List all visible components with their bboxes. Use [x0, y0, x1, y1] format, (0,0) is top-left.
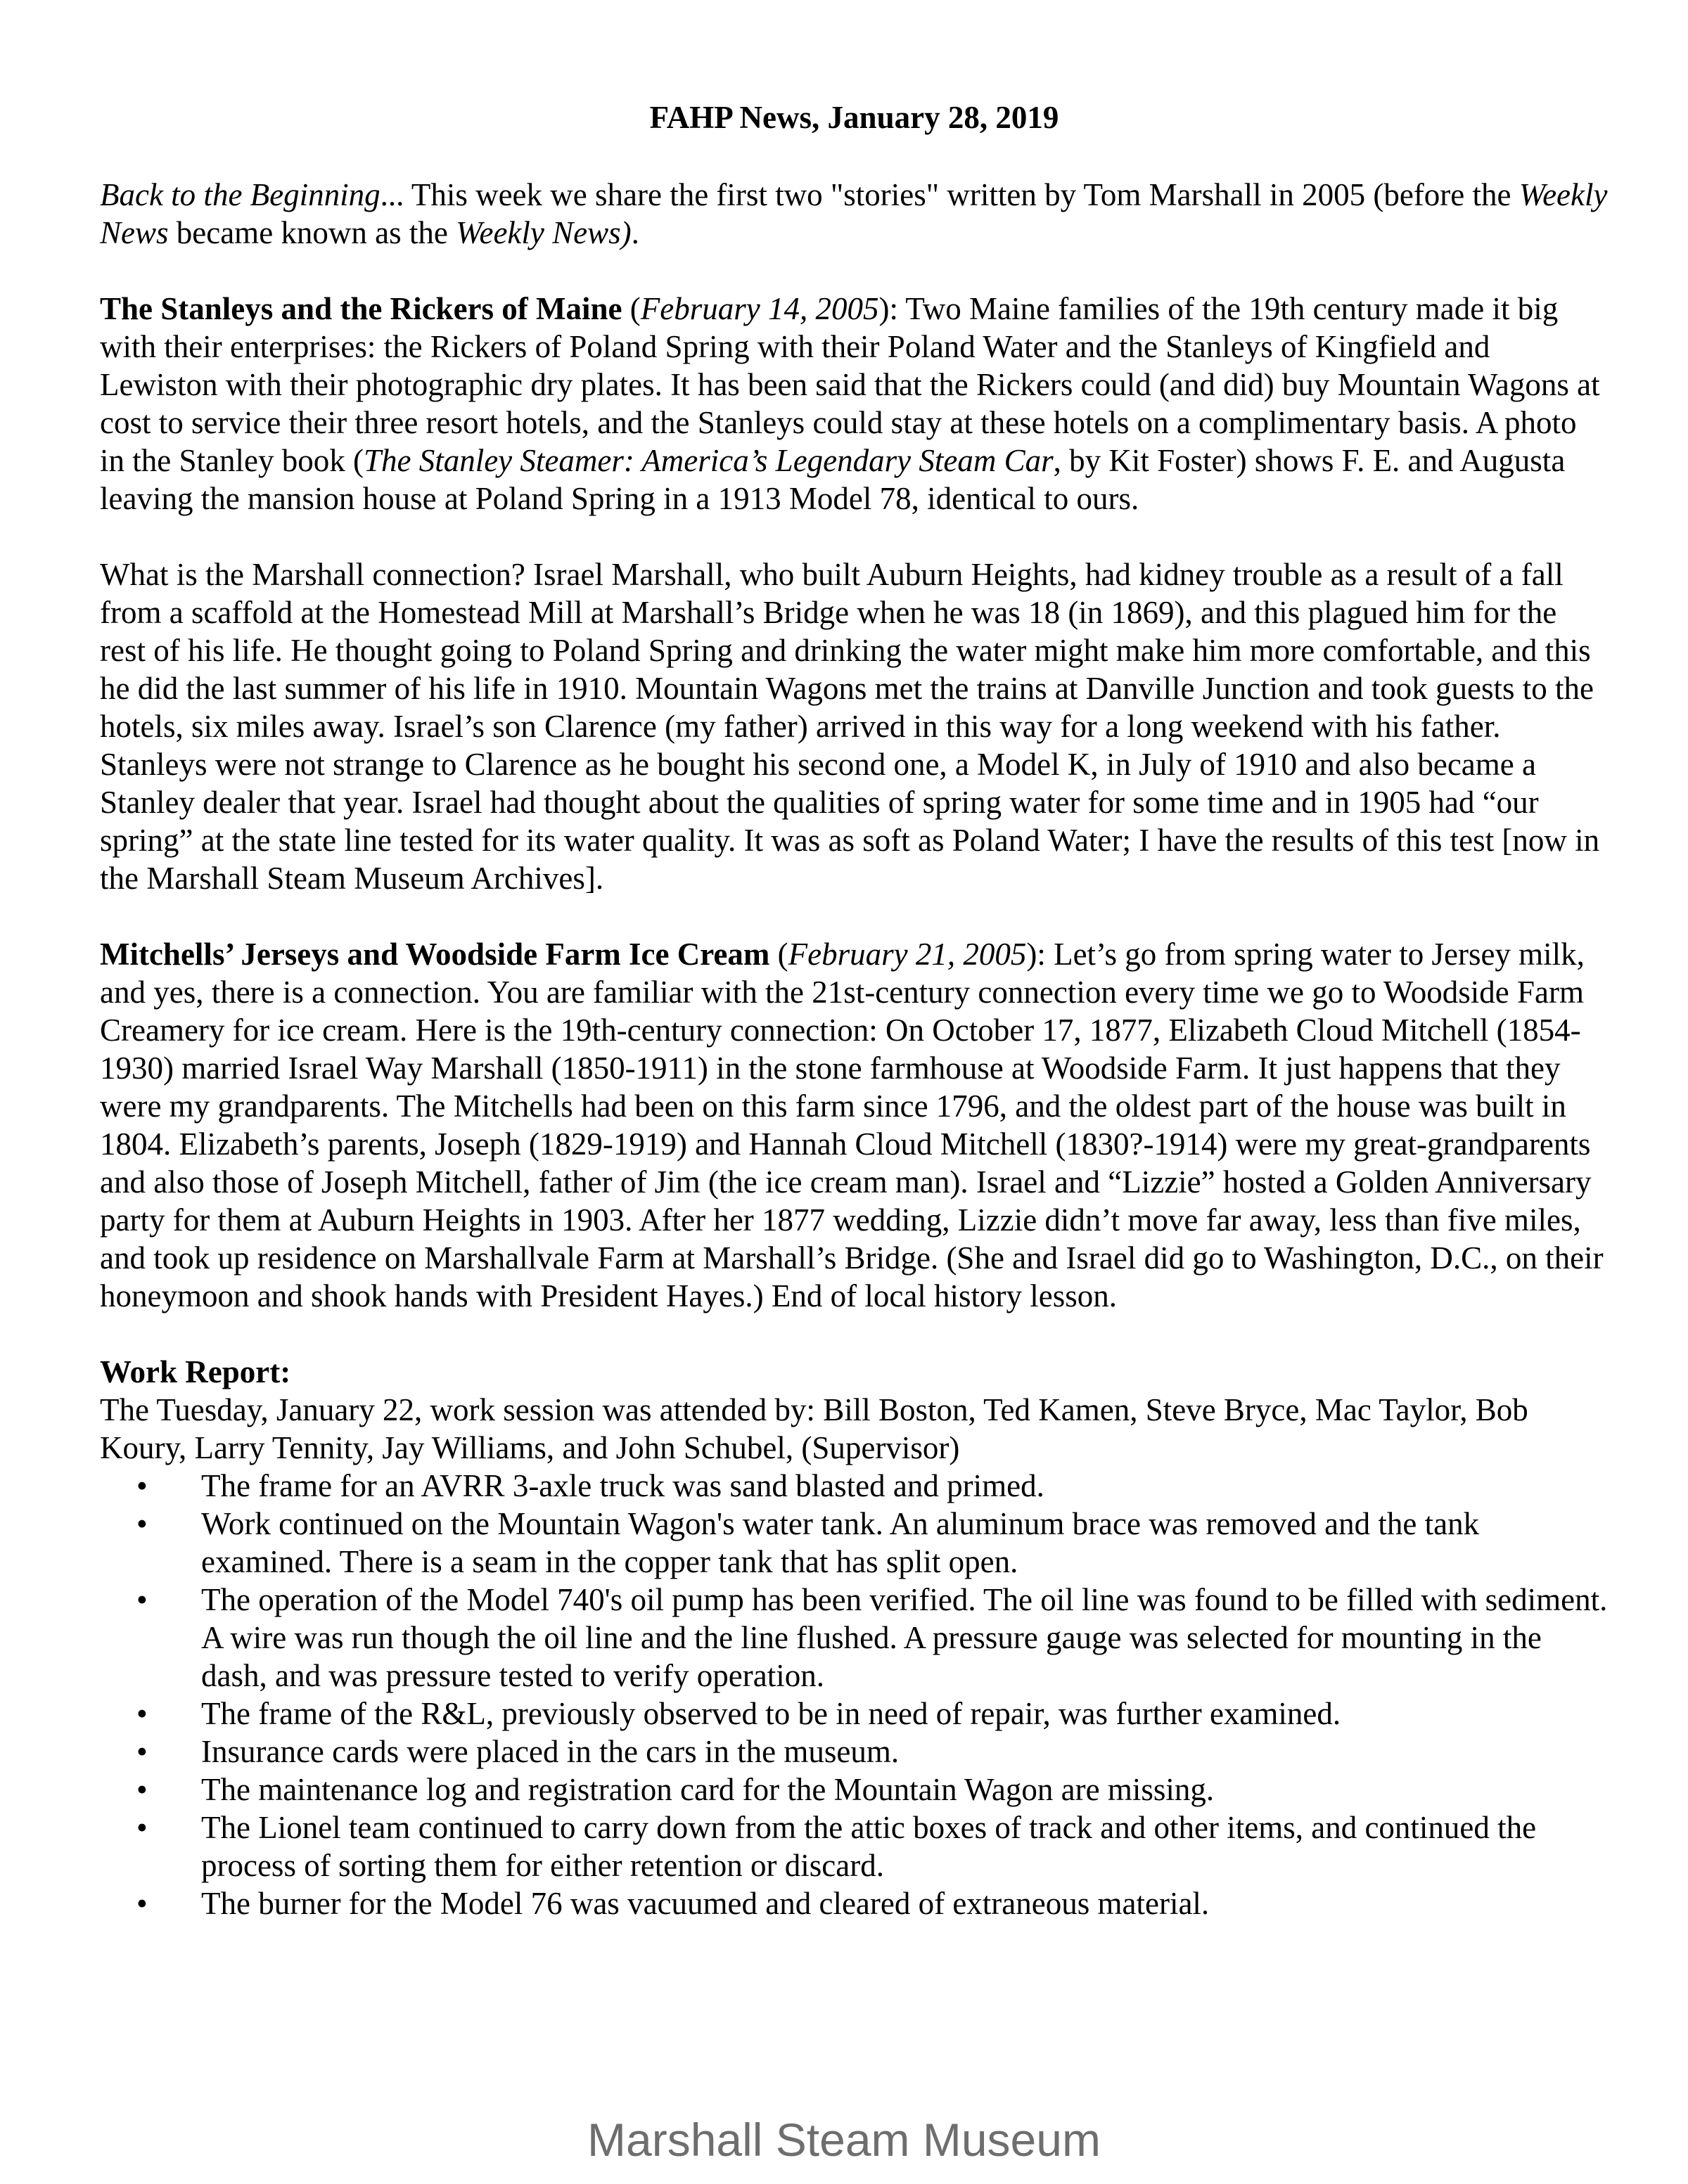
document-page — [100, 98, 1609, 1922]
list-item-text: The frame of the R&L, previously observed to be in need of repair, was further examined. — [201, 1696, 1341, 1731]
intro-italic: Back to the Beginning — [100, 177, 381, 212]
bullet-icon: • — [136, 1772, 148, 1807]
work-report-attendance: The Tuesday, January 22, work session was attended by: Bill Boston, Ted Kamen, Steve Bryce, Mac Taylor, Bob Koury, Larry Tennity, Jay Williams, and John Schubel, (Supervisor) — [100, 1392, 1528, 1465]
list-item — [136, 1733, 1609, 1771]
list-item-text: The Lionel team continued to carry down from the attic boxes of track and other items, and continued the process of sorting them for either retention or discard. — [201, 1810, 1537, 1883]
work-report-heading: Work Report: — [100, 1354, 291, 1389]
list-item — [136, 1581, 1609, 1695]
page-title: FAHP News, January 28, 2019 — [649, 100, 1059, 135]
bullet-icon: • — [136, 1734, 148, 1769]
story-text: ): Let’s go from spring water to Jersey milk, and yes, there is a connection. You are familiar with the 21st-century connection every time we go to Woodside Farm Creamery for ice cream. Here is the 19th-century connection: On October 17, 1877, Elizabeth Cloud Mitchell (1854-1930) married Israel Way Marshall (1850-1911) in the stone farmhouse at Woodside Farm. It just happens that they were my grandparents. The Mitchells had been on this farm since 1796, and the oldest part of the house was built in 1804. Elizabeth’s parents, Joseph (1829-1919) and Hannah Cloud Mitchell (1830?-1914) were my great-grandparents and also those of Joseph Mitchell, father of Jim (the ice cream man). Israel and “Lizzie” hosted a Golden Anniversary party for them at Auburn Heights in 1903. After her 1877 wedding, Lizzie didn’t move far away, less than five miles, and took up residence on Marshallvale Farm at Marshall’s Bridge. (She and Israel did go to Washington, D.C., on their honeymoon and shook hands with President Hayes.) End of local history lesson. — [100, 937, 1604, 1313]
list-item-text: The maintenance log and registration card for the Mountain Wagon are missing. — [201, 1772, 1215, 1807]
bullet-icon: • — [136, 1886, 148, 1921]
list-item — [136, 1505, 1609, 1581]
list-item — [136, 1695, 1609, 1733]
story-text: ): Two Maine families of the 19th century made it big with their enterprises: the Rickers of Poland Spring with their Poland Water and the Stanleys of Kingfield and Lewiston with their photographic dry plates. It has been said that the Rickers could (and did) buy Mountain Wagons at cost to service their three resort hotels, and the Stanleys could stay at these hotels on a complimentary basis. A photo in the Stanley book ( — [100, 291, 1600, 478]
list-item — [136, 1884, 1609, 1922]
story-date: February 21, 2005 — [788, 937, 1027, 972]
intro-text: ... This week we share the first two "stories" written by Tom Marshall in 2005 (before the — [380, 177, 1519, 212]
bullet-icon: • — [136, 1810, 148, 1845]
intro-italic: Weekly News) — [456, 215, 632, 250]
story-heading: The Stanleys and the Rickers of Maine — [100, 291, 622, 326]
story-stanleys — [100, 290, 1609, 518]
book-title: The Stanley Steamer: America’s Legendary Steam Car — [363, 443, 1054, 478]
intro-text: became known as the — [168, 215, 456, 250]
list-item-text: Insurance cards were placed in the cars in the museum. — [201, 1734, 900, 1769]
story-marshall-connection: What is the Marshall connection? Israel Marshall, who built Auburn Heights, had kidney trouble as a result of a fall from a scaffold at the Homestead Mill at Marshall’s Bridge when he was 18 (in 1869), and this plagued him for the rest of his life. He thought going to Poland Spring and drinking the water might make him more comfortable, and this he did the last summer of his life in 1910. Mountain Wagons met the trains at Danville Junction and took guests to the hotels, six miles away. Israel’s son Clarence (my father) arrived in this way for a long weekend with his father. Stanleys were not strange to Clarence as he bought his second one, a Model K, in July of 1910 and also became a Stanley dealer that year. Israel had thought about the qualities of spring water for some time and in 1905 had “our spring” at the state line tested for its water quality. It was as soft as Poland Water; I have the results of this test [now in the Marshall Steam Museum Archives]. — [100, 557, 1600, 896]
list-item-text: The frame for an AVRR 3-axle truck was sand blasted and primed. — [201, 1468, 1044, 1503]
list-item — [136, 1809, 1609, 1884]
work-report-list — [100, 1467, 1609, 1922]
story-heading: Mitchells’ Jerseys and Woodside Farm Ice Cream — [100, 937, 770, 972]
intro-italic: Weekly News — [100, 177, 1608, 250]
story-date: February 14, 2005 — [640, 291, 879, 326]
bullet-icon: • — [136, 1582, 148, 1617]
story-text: , by Kit Foster) shows F. E. and Augusta leaving the mansion house at Poland Spring in a 1913 Model 78, identical to ours. — [100, 443, 1566, 516]
bullet-icon: • — [136, 1506, 148, 1541]
list-item-text: Work continued on the Mountain Wagon's water tank. An aluminum brace was removed and the tank examined. There is a seam in the copper tank that has split open. — [201, 1506, 1480, 1579]
watermark: Marshall Steam Museum — [587, 2114, 1101, 2166]
list-item-text: The burner for the Model 76 was vacuumed and cleared of extraneous material. — [201, 1886, 1210, 1921]
list-item-text: The operation of the Model 740's oil pump has been verified. The oil line was found to be filled with sediment. A wire was run though the oil line and the line flushed. A pressure gauge was selected for mounting in the dash, and was pressure tested to verify operation. — [201, 1582, 1608, 1693]
intro-text: . — [631, 215, 639, 250]
intro-paragraph — [100, 176, 1609, 252]
list-item — [136, 1467, 1609, 1505]
story-text: ( — [769, 937, 788, 972]
list-item — [136, 1771, 1609, 1809]
bullet-icon: • — [136, 1696, 148, 1731]
story-mitchells — [100, 935, 1609, 1315]
bullet-icon: • — [136, 1468, 148, 1503]
story-text: ( — [622, 291, 641, 326]
